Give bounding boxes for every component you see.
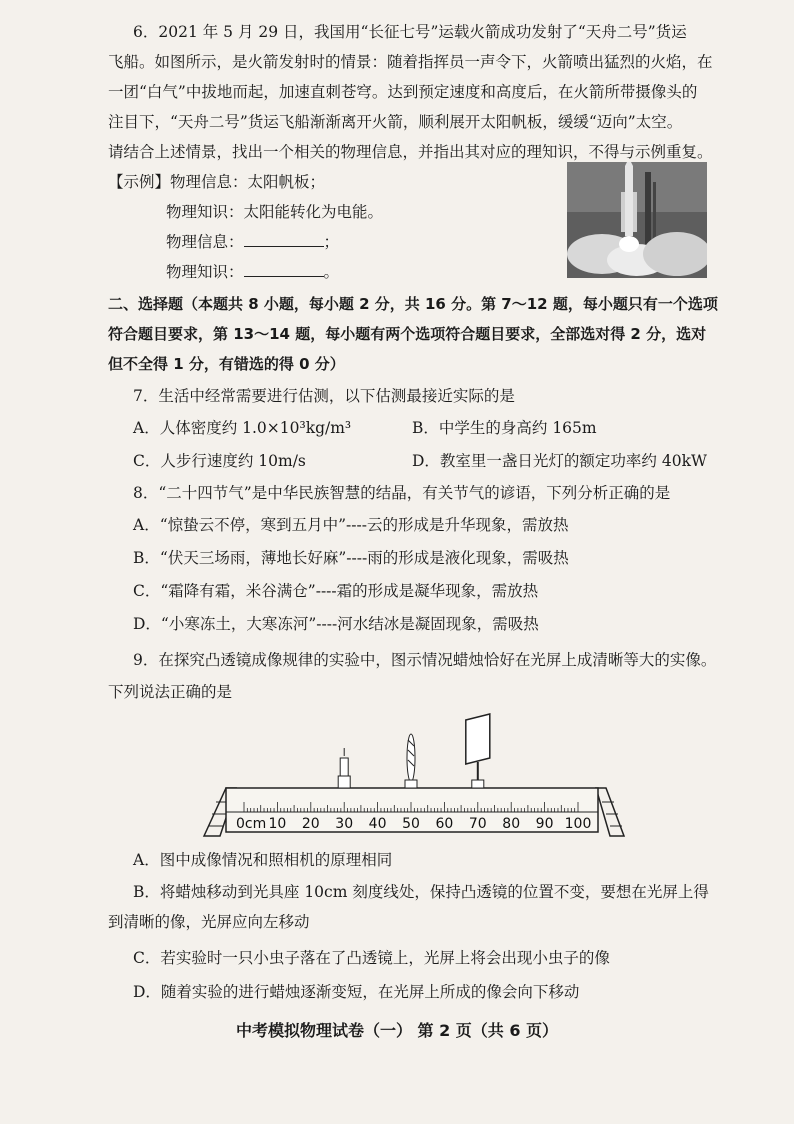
q6-example-info: 物理信息：太阳帆板； xyxy=(170,173,326,191)
q9-option-b-line-2: 到清晰的像，光屏应向左移动 xyxy=(108,913,310,931)
screen-panel xyxy=(466,714,490,764)
q6-answer-info xyxy=(166,232,339,252)
right-support-leg xyxy=(596,788,624,836)
scale-label: 90 xyxy=(535,816,554,832)
scale-label: 80 xyxy=(502,816,521,832)
q9-stem-1: 9．在探究凸透镜成像规律的实验中，图示情况蜡烛恰好在光屏上成清晰等大的实像。 xyxy=(133,651,717,669)
screen-holder xyxy=(472,780,484,788)
section2-line-2: 符合题目要求，第 13～14 题，每小题有两个选项符合题目要求，全部选对得 2 分，选对 xyxy=(108,325,707,343)
q6-answer-info-end: ； xyxy=(323,233,340,251)
optical-bench-svg xyxy=(0,700,794,850)
scale-label: 70 xyxy=(468,816,487,832)
q8-option-c: C．“霜降有霜，米谷满仓”----霜的形成是凝华现象，需放热 xyxy=(133,582,539,600)
scale-label: 0cm xyxy=(236,816,267,832)
lens-glass xyxy=(407,734,415,782)
q6-answer-knowledge-label: 物理知识： xyxy=(166,263,244,281)
q6-answer-info-label: 物理信息： xyxy=(166,233,244,251)
rocket-launch-image xyxy=(567,162,707,278)
candle xyxy=(338,748,350,788)
q8-option-b: B．“伏天三场雨，薄地长好麻”----雨的形成是液化现象，需吸热 xyxy=(133,549,569,567)
q7-option-a: A．人体密度约 1.0×10³kg/m³ xyxy=(133,419,352,437)
scale-label: 40 xyxy=(368,816,387,832)
q9-option-a: A．图中成像情况和照相机的原理相同 xyxy=(133,851,393,869)
q7-option-c: C．人步行速度约 10m/s xyxy=(133,452,306,470)
scale-label: 100 xyxy=(564,816,592,832)
q6-line-1: 6．2021 年 5 月 29 日，我国用“长征七号”运载火箭成功发射了“天舟二号”货运 xyxy=(133,23,687,41)
scale-label: 10 xyxy=(268,816,287,832)
q8-option-d: D．“小寒冻土，大寒冻河”----河水结冰是凝固现象，需吸热 xyxy=(133,615,539,633)
q7-option-b: B．中学生的身高约 165m xyxy=(412,419,597,437)
candle-body xyxy=(340,758,348,776)
q6-line-2: 飞船。如图所示，是火箭发射时的情景：随着指挥员一声令下，火箭喷出猛烈的火焰，在 xyxy=(108,53,713,71)
q7-stem: 7．生活中经常需要进行估测，以下估测最接近实际的是 xyxy=(133,387,515,405)
q6-line-4: 注目下，“天舟二号”货运飞船渐渐离开火箭，顺利展开太阳帆板，缓缓“迈向”太空。 xyxy=(108,113,683,131)
optical-bench-diagram xyxy=(0,700,794,850)
page-footer: 中考模拟物理试卷（一） 第 2 页（共 6 页） xyxy=(235,1021,559,1040)
q8-stem: 8．“二十四节气”是中华民族智慧的结晶，有关节气的谚语，下列分析正确的是 xyxy=(133,484,671,502)
scale-label: 50 xyxy=(402,816,420,832)
q6-example-label: 【示例】 xyxy=(108,173,171,191)
q8-option-a: A．“惊蛰云不停，寒到五月中”----云的形成是升华现象，需放热 xyxy=(133,516,569,534)
q9-stem-2: 下列说法正确的是 xyxy=(108,683,233,701)
q9-option-b-line-1: B．将蜡烛移动到光具座 10cm 刻度线处，保持凸透镜的位置不变，要想在光屏上得 xyxy=(133,883,709,901)
q6-line-5: 请结合上述情景，找出一个相关的物理信息，并指出其对应的理知识，不得与示例重复。 xyxy=(108,143,713,161)
scale-label: 30 xyxy=(335,816,354,832)
section2-line-1: 二、选择题（本题共 8 小题，每小题 2 分，共 16 分。第 7～12 题，每小题只有一个选项 xyxy=(108,295,718,313)
scale-label: 60 xyxy=(435,816,454,832)
lens-holder xyxy=(405,780,417,788)
convex-lens xyxy=(405,734,417,788)
q7-option-d: D．教室里一盏日光灯的额定功率约 40kW xyxy=(412,452,707,470)
q9-option-d: D．随着实验的进行蜡烛逐渐变短，在光屏上所成的像会向下移动 xyxy=(133,983,580,1001)
q9-option-c: C．若实验时一只小虫子落在了凸透镜上，光屏上将会出现小虫子的像 xyxy=(133,949,610,967)
rocket-launch-photo xyxy=(567,162,707,278)
section2-line-3: 但不全得 1 分，有错选的得 0 分） xyxy=(108,355,345,373)
q6-answer-knowledge-end: 。 xyxy=(323,263,340,281)
q6-example xyxy=(108,172,325,192)
q6-answer-knowledge xyxy=(166,262,339,282)
q6-line-3: 一团“白气”中拔地而起，加速直刺苍穹。达到预定速度和高度后，在火箭所带摄像头的 xyxy=(108,83,698,101)
q6-example-knowledge: 物理知识：太阳能转化为电能。 xyxy=(166,203,384,221)
scale-label: 20 xyxy=(301,816,320,832)
q6-answer-knowledge-blank[interactable] xyxy=(244,262,324,277)
q6-answer-info-blank[interactable] xyxy=(244,232,324,247)
candle-holder xyxy=(338,776,350,788)
light-screen xyxy=(466,714,490,788)
